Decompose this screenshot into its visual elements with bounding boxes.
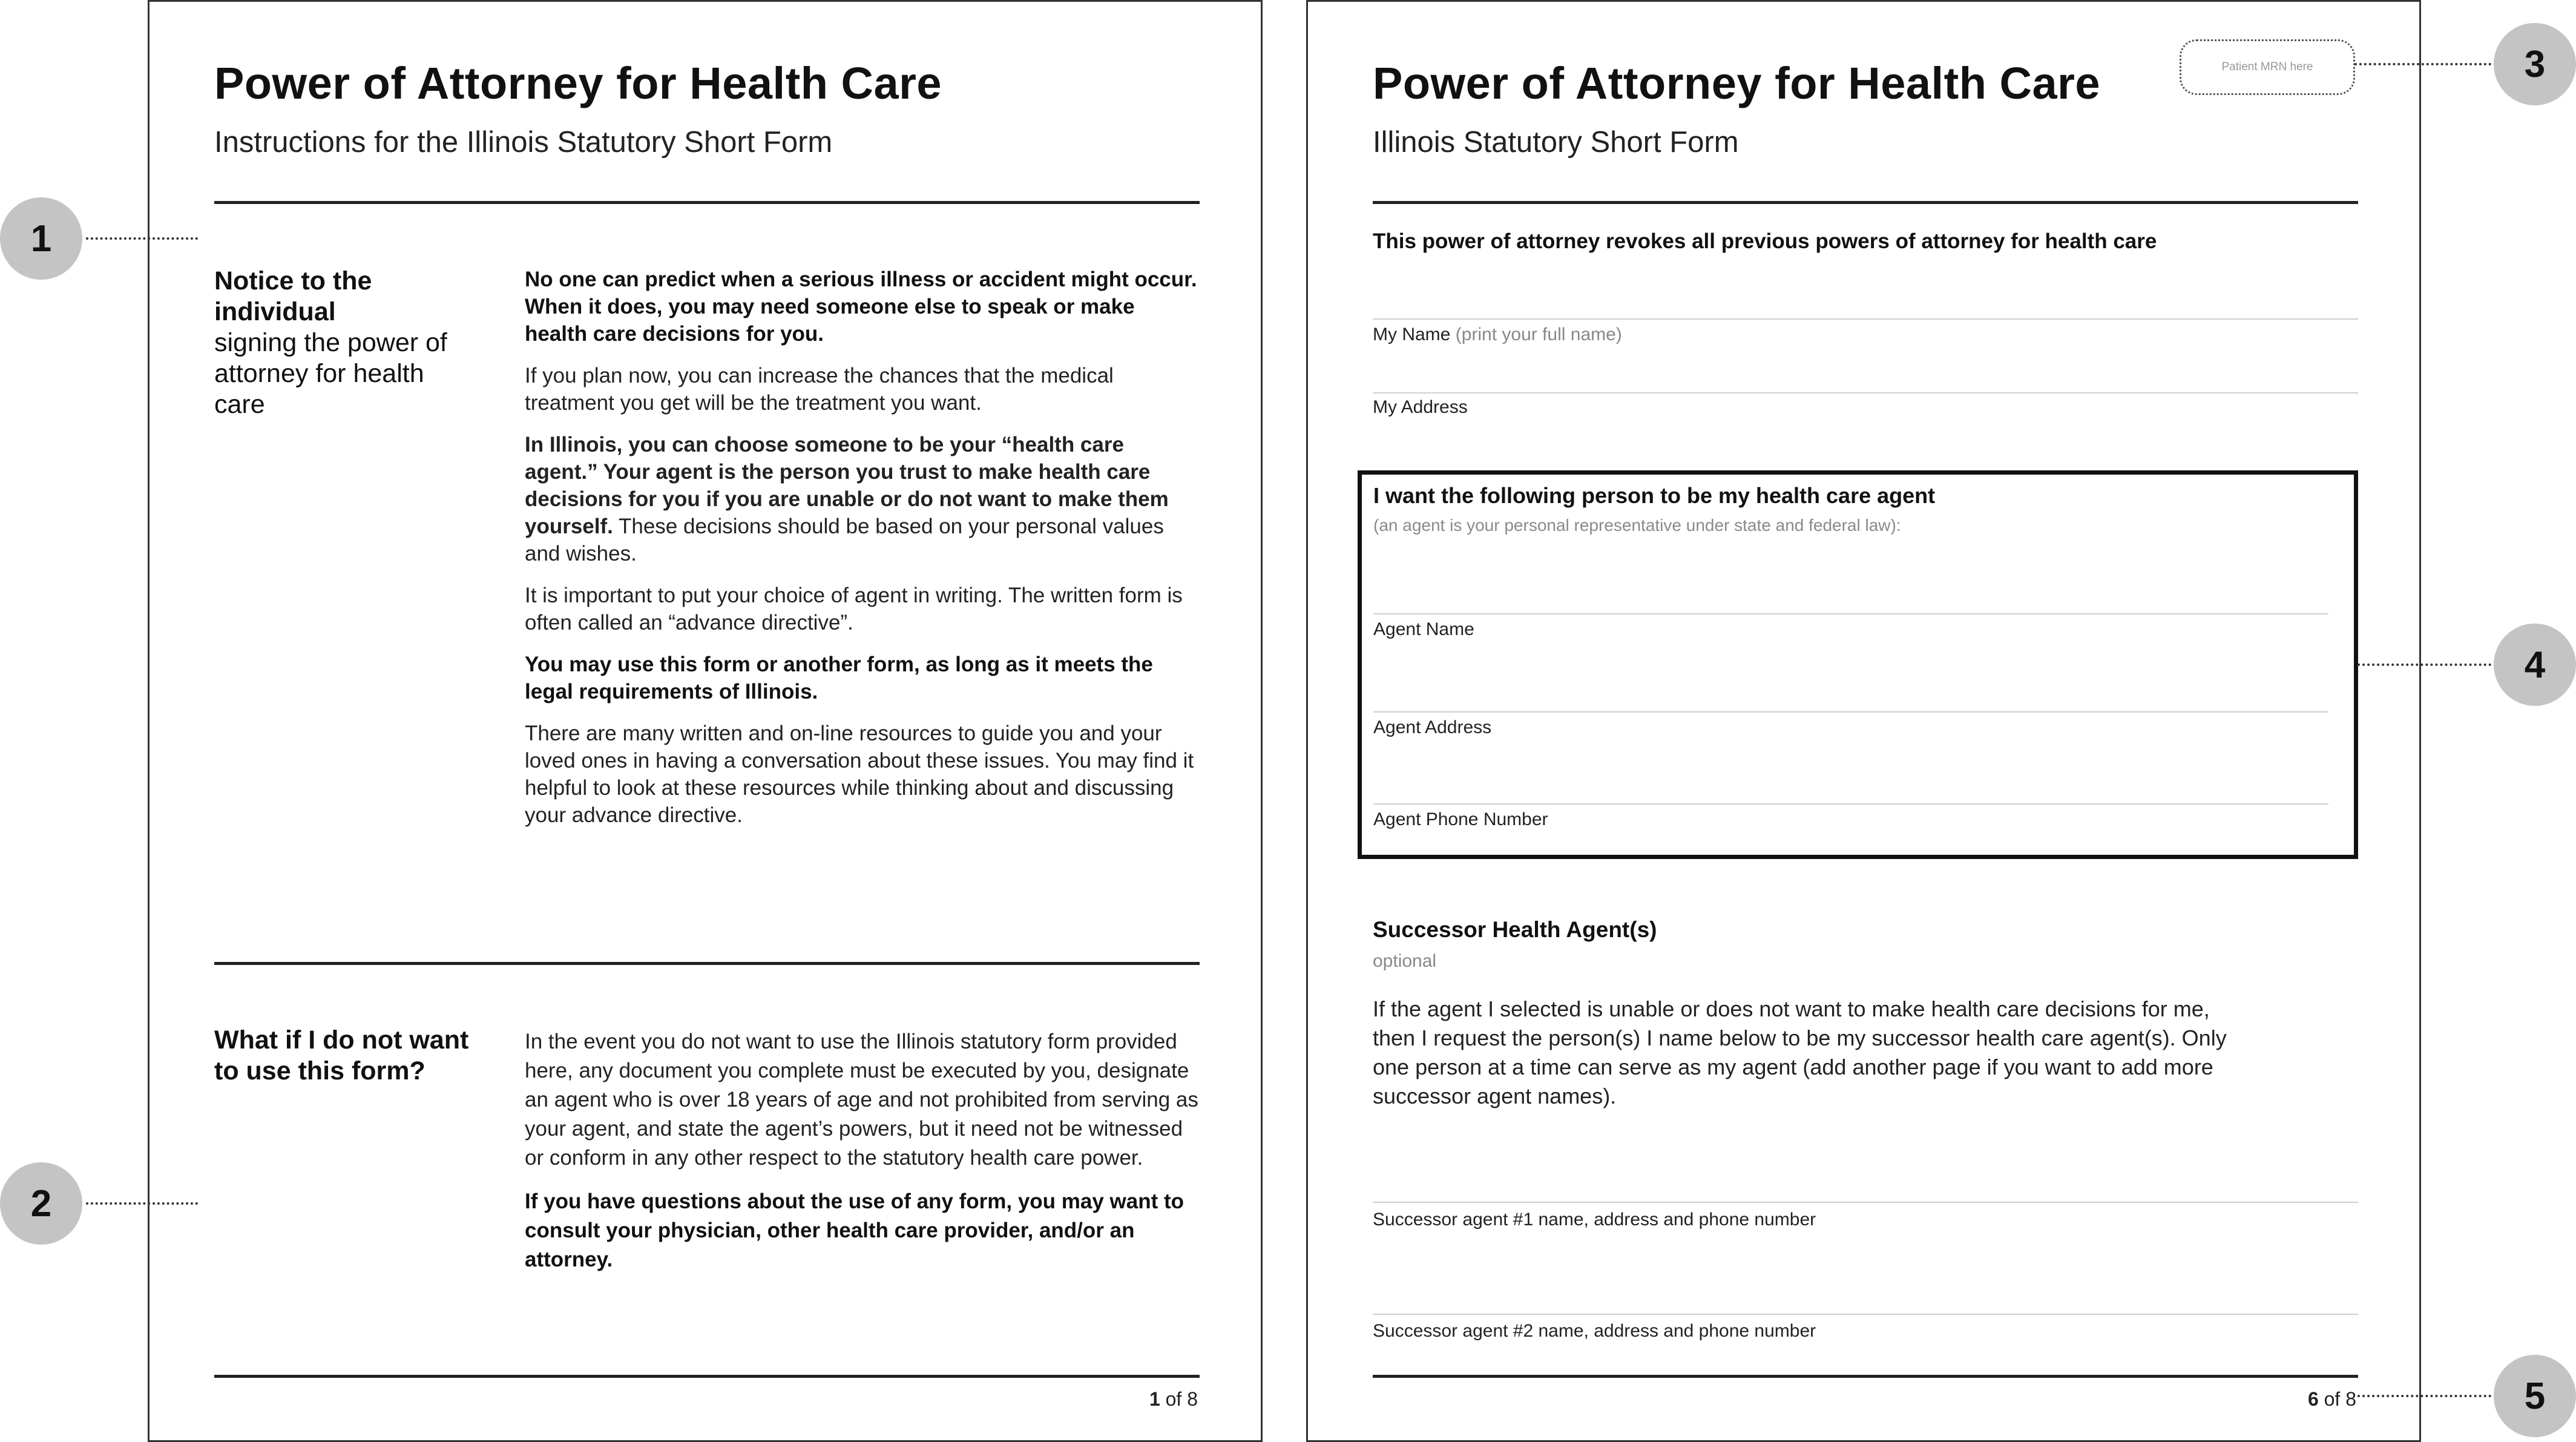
agent-box-title: I want the following person to be my health care agent (1373, 483, 1936, 508)
notice-paragraph: You may use this form or another form, as long as it meets the legal requirements of Illinois. (525, 653, 1153, 703)
callout-5: 5 (2494, 1355, 2576, 1437)
page-title: Power of Attorney for Health Care (214, 58, 942, 108)
callout-1-leader (86, 237, 198, 240)
notice-paragraph: If you plan now, you can increase the chances that the medical treatment you get will be the treatment you want. (525, 364, 1114, 415)
callout-3: 3 (2494, 23, 2576, 105)
agent-address-line[interactable] (1373, 711, 2328, 713)
callout-1: 1 (0, 197, 82, 280)
form-page (1306, 0, 2421, 1442)
successor-2-label: Successor agent #2 name, address and phone number (1373, 1321, 1816, 1341)
successor-paragraph: If the agent I selected is unable or does not want to make health care decisions for me, then I request the person(s) I name below to be my successor health care agent(s). Only one person at a time can serve as my agent (add another page if you want to add more successor agent names). (1373, 996, 2227, 1108)
successor-optional-label: optional (1373, 951, 1437, 971)
footer-divider (1373, 1375, 2358, 1378)
page-subtitle: Instructions for the Illinois Statutory Short Form (214, 126, 833, 159)
page-number-total: of 8 (1165, 1388, 1198, 1410)
callout-2-leader (86, 1202, 198, 1205)
notice-heading-rest: signing the power of attorney for health care (214, 328, 447, 419)
page-subtitle: Illinois Statutory Short Form (1373, 126, 1739, 159)
my-name-label-text: My Name (1373, 324, 1451, 344)
callout-2: 2 (0, 1162, 82, 1245)
my-name-label (1373, 324, 1622, 345)
callout-4: 4 (2494, 624, 2576, 706)
whatif-paragraph: If you have questions about the use of any form, you may want to consult your physician, other health care provider, and/or an attorney. (525, 1190, 1184, 1271)
my-address-label: My Address (1373, 397, 1468, 417)
my-name-line[interactable] (1373, 318, 2358, 320)
agent-name-line[interactable] (1373, 613, 2328, 614)
successor-1-line[interactable] (1373, 1202, 2358, 1203)
notice-paragraph (525, 431, 1203, 567)
notice-paragraph: No one can predict when a serious illness or accident might occur. When it does, you may need someone else to speak or make health care decisions for you. (525, 268, 1197, 346)
page-number-current: 1 (1149, 1388, 1160, 1410)
notice-bold-span: In Illinois, you can choose someone to be your “health care agent.” Your agent is the person you trust to make health care decisions for you if you are unable or do not want to make them yourself. (525, 433, 1169, 538)
revokes-statement: This power of attorney revokes all previous powers of attorney for health care (1373, 229, 2157, 253)
callout-4-leader (2358, 663, 2491, 666)
notice-paragraph: It is important to put your choice of agent in writing. The written form is often called an “advance directive”. (525, 584, 1183, 634)
successor-1-label: Successor agent #1 name, address and phone number (1373, 1210, 1816, 1230)
agent-address-label: Agent Address (1373, 717, 1492, 737)
notice-heading-bold: Notice to the individual (214, 266, 372, 326)
page-number (1149, 1388, 1198, 1411)
section-divider (214, 962, 1200, 965)
notice-normal-span: These decisions should be based on your personal values and wishes. (525, 515, 1164, 565)
my-address-line[interactable] (1373, 392, 2358, 393)
my-name-hint: (print your full name) (1455, 324, 1622, 344)
footer-divider (214, 1375, 1200, 1378)
whatif-paragraph: In the event you do not want to use the Illinois statutory form provided here, any document you complete must be executed by you, designate an agent who is over 18 years of age and not prohibited from serving as your agent, and state the agent’s powers, but it need not be witnessed or conform in any other respect to the statutory health care power. (525, 1030, 1198, 1170)
instructions-page (148, 0, 1263, 1442)
notice-body (525, 266, 1203, 843)
page-number-current: 6 (2307, 1388, 2319, 1410)
page-title: Power of Attorney for Health Care (1373, 58, 2101, 108)
successor-title: Successor Health Agent(s) (1373, 917, 1657, 942)
notice-heading (214, 266, 468, 420)
agent-phone-line[interactable] (1373, 803, 2328, 805)
agent-phone-label: Agent Phone Number (1373, 809, 1548, 829)
whatif-body (525, 1027, 1203, 1289)
header-divider (1373, 201, 2358, 204)
agent-box-subtitle: (an agent is your personal representative under state and federal law): (1373, 516, 1901, 535)
agent-name-label: Agent Name (1373, 619, 1474, 639)
page-number-total: of 8 (2324, 1388, 2356, 1410)
callout-3-leader (2354, 63, 2491, 65)
notice-paragraph: There are many written and on-line resources to guide you and your loved ones in having a conversation about these issues. You may find it helpful to look at these resources while thinking about and discussing your advance directive. (525, 722, 1194, 827)
callout-5-leader (2358, 1395, 2491, 1397)
patient-mrn-field[interactable]: Patient MRN here (2180, 39, 2355, 95)
whatif-heading: What if I do not want to use this form? (214, 1026, 469, 1085)
header-divider (214, 201, 1200, 204)
page-number (2308, 1388, 2356, 1411)
successor-2-line[interactable] (1373, 1314, 2358, 1315)
health-care-agent-box (1358, 470, 2358, 859)
